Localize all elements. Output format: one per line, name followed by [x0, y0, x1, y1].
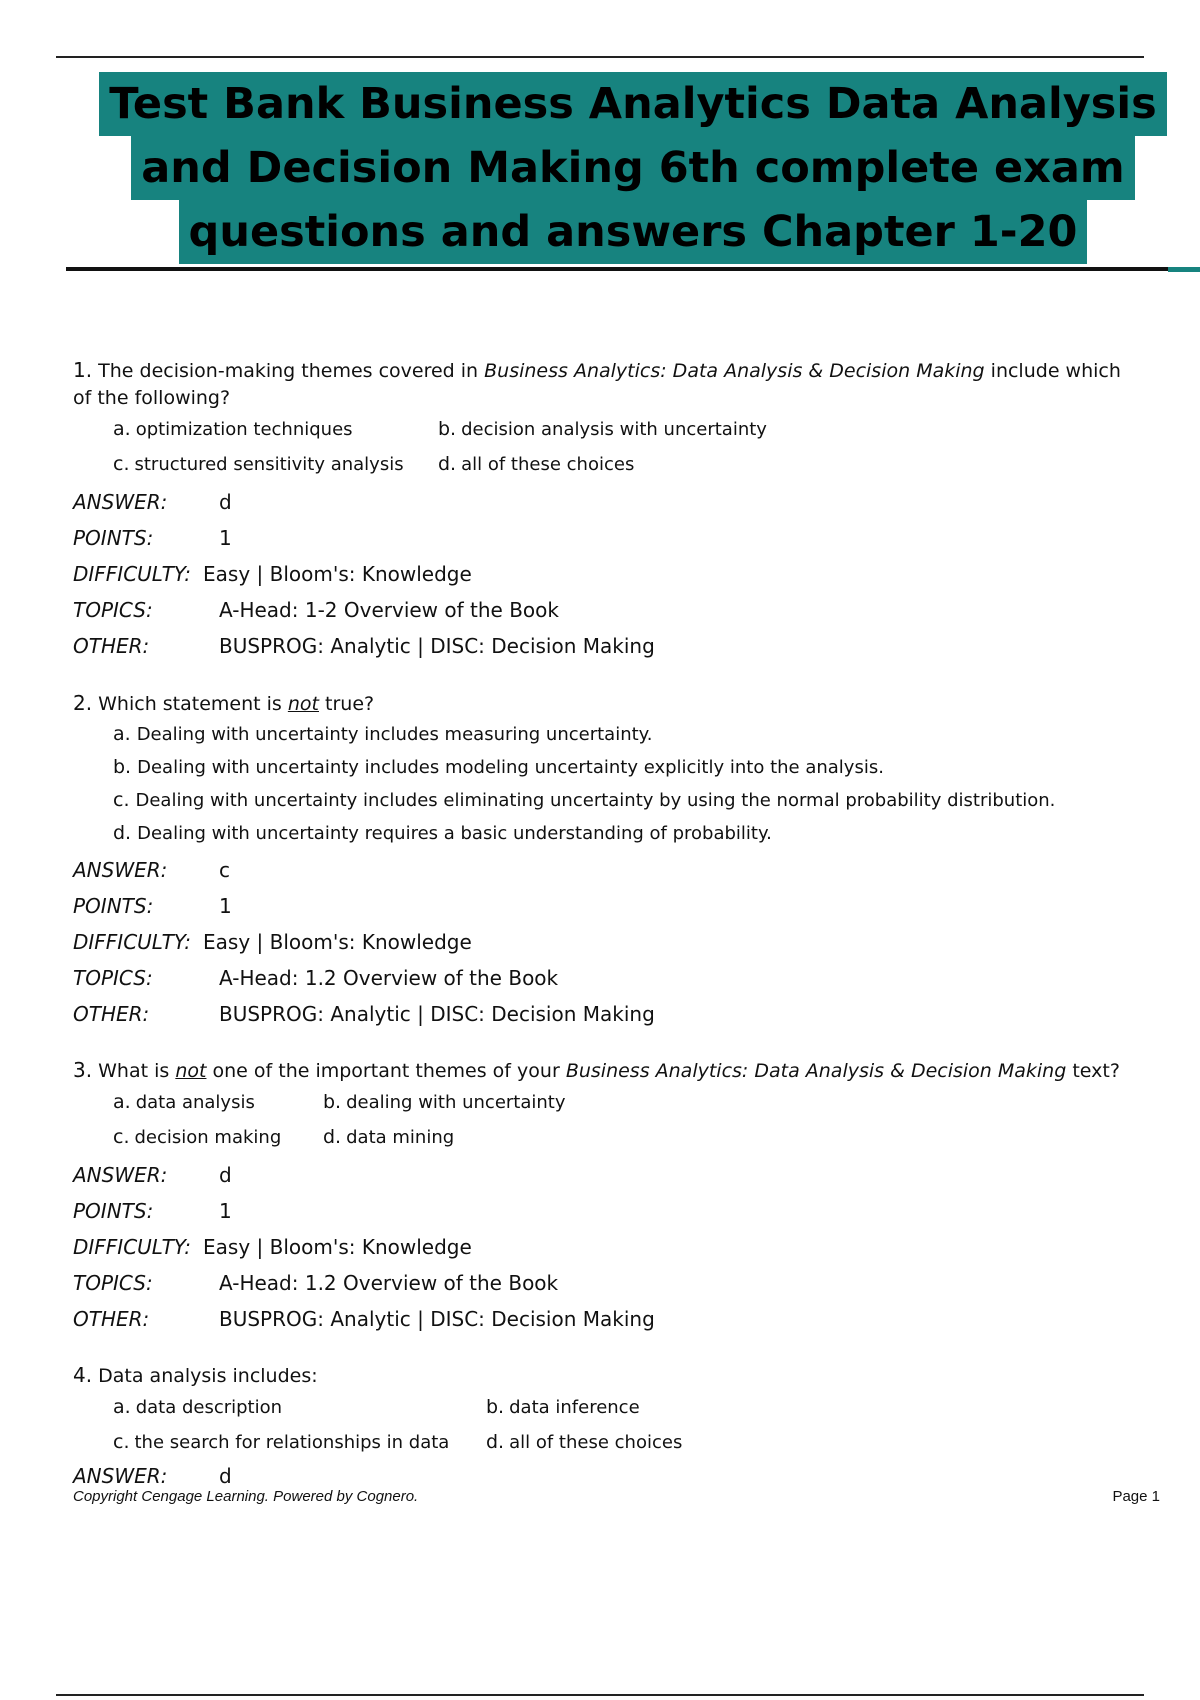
option-c: c. the search for relationships in data	[113, 1431, 450, 1453]
points-row: POINTS: 1	[73, 894, 232, 918]
other-row: OTHER: BUSPROG: Analytic | DISC: Decision Making	[73, 634, 655, 658]
option-row	[73, 412, 1123, 447]
option-d: d. Dealing with uncertainty requires a basic understanding of probability.	[113, 822, 772, 844]
question-stem: 3. What is not one of the important themes of your Business Analytics: Data Analysis & Decision Making text?	[73, 1058, 1120, 1082]
option-row	[73, 1390, 1123, 1425]
other-row: OTHER: BUSPROG: Analytic | DISC: Decision Making	[73, 1307, 655, 1331]
page-number: Page 1	[1112, 1488, 1160, 1505]
points-row: POINTS: 1	[73, 1199, 232, 1223]
top-rule	[56, 56, 1144, 58]
answer-row: ANSWER: d	[73, 490, 232, 514]
option-b: b. Dealing with uncertainty includes modeling uncertainty explicitly into the analysis.	[113, 756, 884, 778]
option-b: b. data inference	[486, 1396, 640, 1418]
question-2	[73, 690, 1123, 1032]
option-list	[73, 718, 1123, 850]
option-a: a. Dealing with uncertainty includes measuring uncertainty.	[113, 723, 653, 745]
answer-row: ANSWER: d	[73, 1464, 232, 1488]
option-c: c. structured sensitivity analysis	[113, 453, 404, 475]
option-d: d. all of these choices	[486, 1431, 683, 1453]
bottom-rule	[56, 1694, 1144, 1696]
difficulty-row: DIFFICULTY: Easy | Bloom's: Knowledge	[73, 930, 472, 954]
question-metadata	[73, 1157, 1123, 1337]
question-metadata	[73, 484, 1123, 664]
topics-row: TOPICS: A-Head: 1.2 Overview of the Book	[73, 966, 559, 990]
option-d: d. data mining	[323, 1126, 455, 1148]
option-c: c. decision making	[113, 1126, 282, 1148]
question-metadata	[73, 1462, 1123, 1490]
title-underline	[66, 267, 1168, 271]
option-row	[73, 1120, 1123, 1155]
option-b: b. dealing with uncertainty	[323, 1091, 566, 1113]
document-title	[66, 72, 1200, 264]
answer-row: ANSWER: d	[73, 1163, 232, 1187]
other-row: OTHER: BUSPROG: Analytic | DISC: Decision Making	[73, 1002, 655, 1026]
question-stem: 1. The decision-making themes covered in Business Analytics: Data Analysis & Decision Making include which of the following?	[73, 358, 1121, 409]
option-row	[73, 1425, 1123, 1460]
answer-row: ANSWER: c	[73, 858, 230, 882]
option-b: b. decision analysis with uncertainty	[438, 418, 767, 440]
question-stem: 2. Which statement is not true?	[73, 691, 375, 715]
option-row	[73, 1085, 1123, 1120]
question-metadata	[73, 852, 1123, 1032]
points-row: POINTS: 1	[73, 526, 232, 550]
topics-row: TOPICS: A-Head: 1.2 Overview of the Book	[73, 1271, 559, 1295]
copyright-footer: Copyright Cengage Learning. Powered by Cognero.	[73, 1488, 419, 1505]
option-c: c. Dealing with uncertainty includes eliminating uncertainty by using the normal probability distribution.	[113, 789, 1056, 811]
difficulty-row: DIFFICULTY: Easy | Bloom's: Knowledge	[73, 562, 472, 586]
option-d: d. all of these choices	[438, 453, 635, 475]
title-line-2: and Decision Making 6th complete exam	[131, 136, 1134, 200]
title-underline-accent	[1168, 267, 1200, 272]
question-stem: 4. Data analysis includes:	[73, 1363, 318, 1387]
difficulty-row: DIFFICULTY: Easy | Bloom's: Knowledge	[73, 1235, 472, 1259]
title-line-3: questions and answers Chapter 1-20	[179, 200, 1088, 264]
question-4	[73, 1362, 1123, 1490]
option-a: a. data description	[113, 1396, 283, 1418]
question-1	[73, 357, 1123, 664]
topics-row: TOPICS: A-Head: 1-2 Overview of the Book	[73, 598, 559, 622]
title-line-1: Test Bank Business Analytics Data Analysis	[99, 72, 1166, 136]
option-a: a. data analysis	[113, 1091, 255, 1113]
question-3	[73, 1057, 1123, 1337]
option-row	[73, 447, 1123, 482]
option-a: a. optimization techniques	[113, 418, 353, 440]
